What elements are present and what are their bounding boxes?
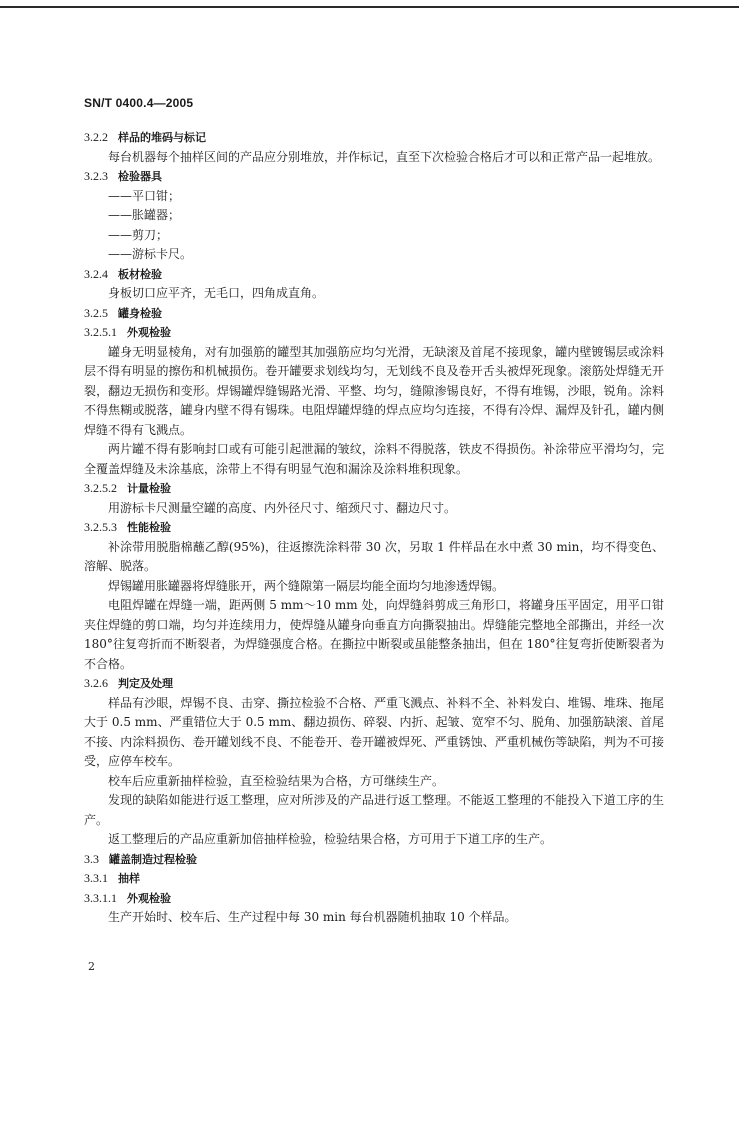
- paragraph: 身板切口应平齐，无毛口，四角成直角。: [108, 286, 325, 300]
- list-item: ——剪刀；: [108, 227, 169, 242]
- section-number: 3.3: [84, 851, 99, 866]
- section-title: 罐盖制造过程检验: [109, 852, 197, 866]
- list-item: ——平口钳；: [108, 188, 181, 203]
- section-title: 检验器具: [118, 170, 162, 183]
- section-heading: [84, 265, 664, 285]
- section-title: 外观检验: [127, 891, 171, 905]
- section-heading: [84, 869, 664, 889]
- section-number: 3.3.1: [84, 871, 108, 885]
- paragraph: 生产开始时、校车后、生产过程中每 30 min 每台机器随机抽取 10 个样品。: [108, 910, 517, 924]
- section-heading: [84, 167, 664, 187]
- section-title: 性能检验: [127, 521, 171, 534]
- section-number: 3.2.5: [84, 305, 108, 320]
- list-item: ——游标卡尺。: [108, 247, 193, 261]
- section-heading: [84, 850, 664, 870]
- paragraph: 发现的缺陷如能进行返工整理，应对所涉及的产品进行返工整理。不能返工整理的不能投入下道工序的生产。: [84, 793, 664, 827]
- section-number: 3.2.5.3: [84, 520, 117, 534]
- section-title: 外观检验: [127, 326, 171, 339]
- paragraph: 补涂带用脱脂棉蘸乙醇(95%)，往返擦洗涂料带 30 次，另取 1 件样品在水中煮 30 min，均不得变色、溶解、脱落。: [84, 539, 664, 573]
- section-heading: [84, 889, 664, 909]
- section-heading: [84, 304, 664, 324]
- standard-code: SN/T 0400.4—2005: [84, 96, 194, 110]
- paragraph: 焊锡罐用胀罐器将焊缝胀开，两个缝隙第一隔层均能全面均匀地渗透焊锡。: [108, 578, 505, 593]
- section-number: 3.3.1.1: [84, 890, 117, 905]
- section-heading: [84, 479, 664, 499]
- section-heading: [84, 323, 664, 343]
- paragraph: 两片罐不得有影响封口或有可能引起泄漏的皱纹，涂料不得脱落，铁皮不得损伤。补涂带应平滑均匀，完全覆盖焊缝及未涂基底，涂带上不得有明显气泡和漏涂及涂料堆积现象。: [84, 442, 664, 476]
- section-title: 板材检验: [118, 267, 162, 281]
- section-number: 3.2.2: [84, 130, 108, 144]
- paragraph: 样品有沙眼，焊锡不良、击穿、撕拉检验不合格、严重飞溅点、补料不全、补料发白、堆锡、堆珠、拖尾大于 0.5 mm、严重错位大于 0.5 mm、翻边损伤、碎裂、内折、起皱、宽窄不匀、脱角、加强筋缺滚、首尾不接、内涂料损伤、卷开罐划线不良、不能卷开、卷开罐被焊死、严重锈蚀、严重机械伤等缺陷，判为不可接受，应停车校车。: [84, 695, 664, 768]
- section-heading: [84, 674, 664, 694]
- paragraph: 每台机器每个抽样区间的产品应分别堆放，并作标记，直至下次检验合格后才可以和正常产品一起堆放。: [108, 149, 661, 164]
- section-title: 抽样: [118, 872, 140, 885]
- list-item: ——胀罐器；: [108, 208, 181, 222]
- section-number: 3.2.4: [84, 266, 108, 281]
- section-number: 3.2.5.2: [84, 481, 117, 495]
- section-title: 判定及处理: [118, 677, 173, 690]
- section-number: 3.2.3: [84, 169, 108, 183]
- document-body: [84, 128, 664, 928]
- paragraph: 电阻焊罐在焊缝一端，距两侧 5 mm～10 mm 处，向焊缝斜剪成三角形口，将罐身压平固定，用平口钳夹住焊缝的剪口端，均匀并连续用力，使焊缝从罐身向垂直方向撕裂抽出。焊缝能完整地全部撕出，并经一次 180°往复弯折而不断裂者，为焊缝强度合格。在撕拉中断裂或虽能整条抽出，但在 180°往复弯折使断裂者为不合格。: [84, 598, 664, 671]
- page-number: 2: [88, 960, 95, 973]
- section-heading: [84, 128, 664, 148]
- section-title: 罐身检验: [118, 306, 162, 320]
- section-number: 3.2.6: [84, 676, 108, 690]
- paragraph: 校车后应重新抽样检验，直至检验结果为合格，方可继续生产。: [108, 773, 445, 788]
- section-heading: [84, 518, 664, 538]
- section-title: 样品的堆码与标记: [118, 131, 206, 144]
- paragraph: 罐身无明显棱角，对有加强筋的罐型其加强筋应均匀光滑，无缺滚及首尾不接现象，罐内壁镀锡层或涂料层不得有明显的擦伤和机械损伤。卷开罐要求划线均匀，无划线不良及卷开舌头被焊死现象。滚筋处焊缝无开裂，翻边无损伤和变形。焊锡罐焊缝锡路光滑、平整、均匀，缝隙渗锡良好，不得有堆锡，沙眼，锐角。涂料不得焦糊或脱落，罐身内壁不得有锡珠。电阻焊罐焊缝的焊点应均匀连接，不得有冷焊、漏焊及针孔，罐内侧焊缝不得有飞溅点。: [84, 344, 664, 437]
- paragraph: 返工整理后的产品应重新加倍抽样检验，检验结果合格，方可用于下道工序的生产。: [108, 832, 553, 846]
- header-rule: [0, 6, 739, 8]
- section-number: 3.2.5.1: [84, 325, 117, 339]
- section-title: 计量检验: [127, 482, 171, 495]
- paragraph: 用游标卡尺测量空罐的高度、内外径尺寸、缩颈尺寸、翻边尺寸。: [108, 500, 457, 515]
